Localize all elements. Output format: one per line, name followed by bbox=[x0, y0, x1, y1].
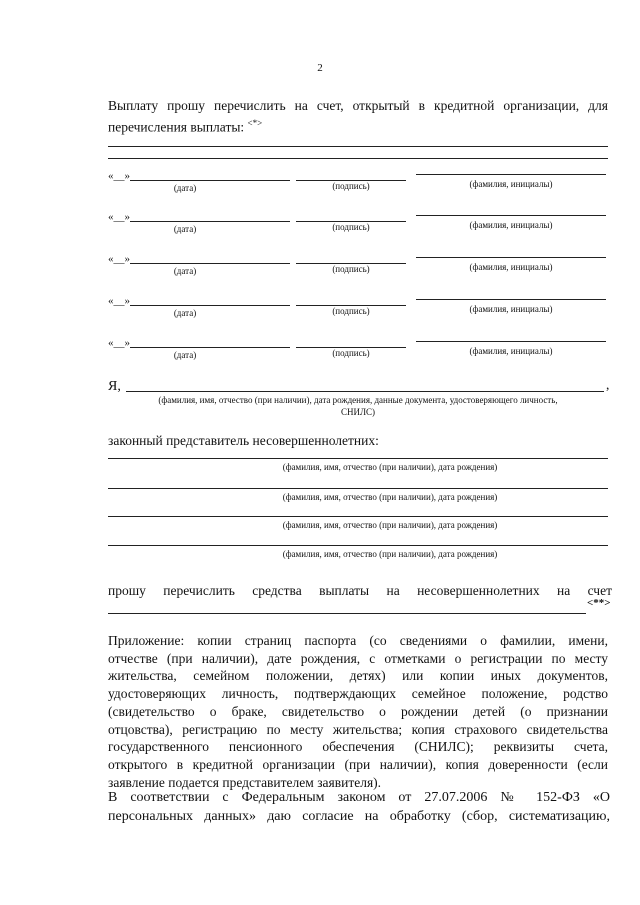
page-number: 2 bbox=[317, 62, 323, 74]
account-line-1[interactable] bbox=[108, 146, 608, 147]
declarant-caption-line2: СНИЛС) bbox=[340, 407, 376, 417]
account-line-2[interactable] bbox=[108, 158, 608, 159]
appendix-last-line: заявление подается представителем заявителя). bbox=[108, 774, 382, 790]
minor-field[interactable] bbox=[108, 488, 608, 489]
transfer-account-field[interactable] bbox=[108, 613, 586, 614]
consent-line: персональных данных» даю согласие на обработку (сбор, систематизацию, bbox=[108, 809, 610, 824]
appendix-line: (свидетельство о браке, свидетельство о рождении детей (о признании bbox=[108, 703, 608, 719]
date-quote: «__» bbox=[108, 170, 130, 182]
name-field[interactable] bbox=[416, 257, 606, 258]
signature-caption: (подпись) bbox=[332, 181, 370, 191]
minor-field[interactable] bbox=[108, 458, 608, 459]
date-field[interactable] bbox=[130, 263, 290, 264]
date-field[interactable] bbox=[130, 221, 290, 222]
payment-intro-line1: Выплату прошу перечислить на счет, открытый в кредитной организации, для bbox=[108, 98, 608, 113]
date-field[interactable] bbox=[130, 305, 290, 306]
declarant-field[interactable] bbox=[126, 391, 604, 392]
appendix-line: жительства, семейном положении, детях) или копии иных документов, bbox=[108, 668, 608, 684]
date-quote: «__» bbox=[108, 253, 130, 265]
transfer-footnote-mark: <**> bbox=[587, 597, 611, 609]
date-caption: (дата) bbox=[173, 183, 197, 193]
minor-caption: (фамилия, имя, отчество (при наличии), дата рождения) bbox=[282, 462, 498, 472]
minor-caption: (фамилия, имя, отчество (при наличии), дата рождения) bbox=[282, 520, 498, 530]
date-caption: (дата) bbox=[173, 350, 197, 360]
declarant-suffix: , bbox=[606, 377, 610, 392]
date-quote: «__» bbox=[108, 295, 130, 307]
name-caption: (фамилия, инициалы) bbox=[469, 220, 553, 230]
representative-title: законный представитель несовершеннолетних: bbox=[108, 433, 379, 448]
date-caption: (дата) bbox=[173, 266, 197, 276]
name-caption: (фамилия, инициалы) bbox=[469, 262, 553, 272]
date-field[interactable] bbox=[130, 347, 290, 348]
minor-caption: (фамилия, имя, отчество (при наличии), дата рождения) bbox=[282, 492, 498, 502]
minor-field[interactable] bbox=[108, 516, 608, 517]
minor-caption: (фамилия, имя, отчество (при наличии), дата рождения) bbox=[282, 549, 498, 559]
declarant-prefix: Я, bbox=[108, 379, 121, 394]
payment-footnote-mark: <*> bbox=[247, 118, 263, 128]
date-quote: «__» bbox=[108, 211, 130, 223]
minor-field[interactable] bbox=[108, 545, 608, 546]
date-caption: (дата) bbox=[173, 308, 197, 318]
declarant-caption-line1: (фамилия, имя, отчество (при наличии), дата рождения, данные документа, удостоверяющего личность, bbox=[158, 395, 558, 405]
signature-caption: (подпись) bbox=[332, 348, 370, 358]
date-caption: (дата) bbox=[173, 224, 197, 234]
appendix-line: отчестве (при наличии), дате рождения, с отметками о регистрации по месту bbox=[108, 650, 608, 666]
signature-caption: (подпись) bbox=[332, 222, 370, 232]
name-caption: (фамилия, инициалы) bbox=[469, 304, 553, 314]
payment-intro-line2: перечисления выплаты: bbox=[108, 119, 245, 135]
appendix-line: открытого в кредитной организации (при наличии), копия доверенности (если bbox=[108, 756, 608, 772]
appendix-line: государственного пенсионного обеспечения (СНИЛС); реквизиты счета, bbox=[108, 739, 608, 755]
name-caption: (фамилия, инициалы) bbox=[469, 346, 553, 356]
name-caption: (фамилия, инициалы) bbox=[469, 179, 553, 189]
name-field[interactable] bbox=[416, 341, 606, 342]
appendix-line: удостоверяющих личность, подтверждающих семейное положение, родство bbox=[108, 686, 608, 702]
name-field[interactable] bbox=[416, 215, 606, 216]
name-field[interactable] bbox=[416, 299, 606, 300]
appendix-line: Приложение: копии страниц паспорта (со сведениями о фамилии, имени, bbox=[108, 633, 608, 648]
signature-caption: (подпись) bbox=[332, 264, 370, 274]
consent-line: В соответствии с Федеральным законом от 27.07.2006 № 152-ФЗ «О bbox=[108, 790, 610, 805]
date-quote: «__» bbox=[108, 337, 130, 349]
date-field[interactable] bbox=[130, 180, 290, 181]
payment-intro-line2-wrap bbox=[108, 115, 262, 136]
appendix-line: отцовства), регистрацию по месту жительства; копия страхового свидетельства bbox=[108, 721, 608, 737]
signature-caption: (подпись) bbox=[332, 306, 370, 316]
name-field[interactable] bbox=[416, 174, 606, 175]
transfer-request-text: прошу перечислить средства выплаты на несовершеннолетних на счет bbox=[108, 583, 612, 598]
